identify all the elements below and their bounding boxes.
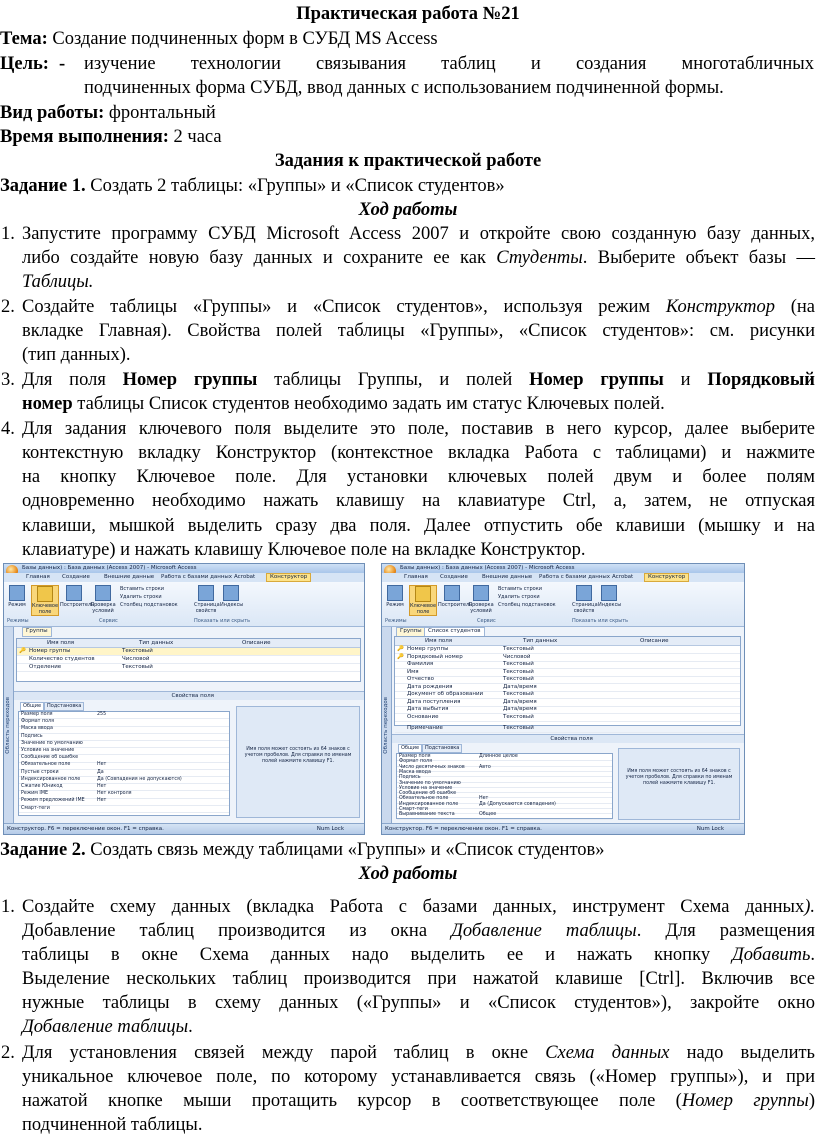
time-line [0, 125, 816, 149]
text-run: Создайте таблицы «Группы» и «Список студентов», используя режим [22, 297, 666, 317]
goal-text-1: изучение технологии связывания таблиц и создания многотабличных [84, 54, 814, 74]
text-run: . [188, 1017, 193, 1037]
step-text [22, 943, 815, 967]
property-value: Да (Допускаются совпадения) [479, 801, 556, 807]
column-header: Описание [242, 640, 271, 646]
indexes-button[interactable] [220, 585, 242, 608]
step-text: Запустите программу СУБД Microsoft Access 2007 и откройте свою созданную базу данных, [22, 224, 815, 244]
key-icon: 🔑 [397, 646, 404, 652]
data-type: Дата/время [503, 698, 537, 705]
column-header: Описание [640, 638, 669, 644]
button-label: Построитель [60, 602, 95, 608]
text-run: таблицы Список студентов необходимо задать им статус Ключевых полей. [72, 394, 665, 414]
check-icon [95, 585, 111, 601]
text-run-bold: номер [22, 394, 73, 414]
doc-tab-groups[interactable]: Группы [22, 627, 52, 637]
data-type: Текстовый [503, 668, 534, 675]
tab-design[interactable]: Конструктор [266, 573, 311, 582]
text-run-italic: Номер группы [681, 1091, 809, 1111]
step-text [22, 895, 815, 919]
group-label: Сервис [99, 618, 118, 624]
ribbon [4, 582, 364, 627]
field-name: Дата выбытия [407, 706, 449, 712]
tab-acrobat[interactable]: Acrobat [234, 574, 256, 580]
task1-label: Задание 1. [0, 176, 86, 196]
help-hint: Имя поля может состоять из 64 знаков с учетом пробелов. Для справки по именам полей нажмите клавишу F1. [618, 748, 740, 820]
field-name: Номер группы [29, 648, 71, 654]
tab-create[interactable]: Создание [62, 574, 90, 580]
property-name: Пустые строки [21, 769, 59, 775]
worktype-label: Вид работы: [0, 103, 105, 123]
step-text: нужные таблицы в схему данных («Группы» и «Список студентов»), закройте окно [22, 993, 815, 1013]
property-value: Нет [97, 762, 107, 768]
task2-label: Задание 2. [0, 840, 86, 860]
tab-home[interactable]: Главная [404, 574, 428, 580]
properties-title: Свойства поля [171, 693, 214, 699]
delete-rows-button[interactable]: Удалить строки [498, 594, 540, 600]
button-label: Индексы [220, 602, 244, 608]
step-text [22, 1015, 815, 1039]
step-text [22, 1041, 815, 1065]
properties-title: Свойства поля [550, 736, 593, 742]
worktype-value: фронтальный [108, 103, 216, 123]
field-name: Имя [407, 668, 419, 675]
primary-key-button[interactable] [409, 585, 437, 616]
task2-progress-heading: Ход работы [358, 864, 458, 884]
property-row[interactable] [397, 812, 612, 819]
text-run-bold: Порядковый [707, 370, 815, 390]
step-text: вкладке Главная). Свойства полей таблицы «Группы», «Список студентов»: см. рисунки [22, 321, 815, 341]
property-name: Обязательное поле [399, 796, 449, 802]
step-text [22, 368, 815, 392]
topic-line [0, 27, 816, 51]
step-text: на кнопку Ключевое поле. Для установки ключевых полей двум и более полям [22, 467, 815, 487]
step-text: (тип данных). [22, 345, 131, 365]
task1-text: Создать 2 таблицы: «Группы» и «Список студентов» [90, 176, 505, 196]
field-name: Документ об образовании [407, 691, 484, 697]
column-header: Тип данных [139, 640, 174, 646]
property-row[interactable] [19, 806, 229, 813]
data-type: Текстовый [503, 661, 534, 667]
key-icon [37, 586, 53, 602]
data-type: Дата/время [503, 683, 537, 690]
property-name: Размер поля [21, 712, 53, 717]
access-screenshot-students [381, 563, 745, 835]
column-header: Имя поля [47, 640, 75, 646]
data-type: Текстовый [503, 691, 534, 697]
key-icon: 🔑 [397, 653, 404, 660]
tab-general[interactable]: Общие [20, 702, 44, 711]
table-row[interactable] [395, 725, 740, 733]
num-lock-indicator: Num Lock [696, 826, 724, 832]
group-label: Показать или скрыть [572, 618, 629, 624]
task2-line [0, 838, 816, 862]
property-name: Смарт-теги [21, 805, 50, 811]
indexes-icon [601, 585, 617, 601]
table-row[interactable] [17, 656, 360, 664]
button-label: Построитель [438, 602, 473, 608]
property-sheet-button[interactable] [572, 585, 596, 614]
text-run: (на [774, 297, 815, 317]
tab-lookup[interactable]: Подстановка [422, 744, 462, 753]
indexes-button[interactable] [598, 585, 620, 608]
property-name: Формат поля [21, 719, 55, 725]
text-run-italic: ). [804, 897, 815, 917]
table-row[interactable] [17, 648, 360, 656]
page-title: Практическая работа №21 [296, 4, 520, 24]
topic-text: Создание подчиненных форм в СУБД MS Access [52, 29, 438, 49]
table-row-partial [395, 718, 740, 725]
button-label: Страница свойств [194, 602, 220, 614]
data-type: Дата/время [503, 706, 537, 712]
text-run: надо выделить [669, 1043, 815, 1063]
property-value: Общее [479, 812, 497, 818]
tab-general[interactable]: Общие [398, 744, 422, 753]
step-text: подчиненной таблицы. [22, 1115, 203, 1135]
field-name: Основание [407, 713, 439, 720]
button-label: Режим [386, 602, 404, 608]
test-rules-button[interactable] [90, 585, 116, 614]
text-run: таблицы Группы, и полей [257, 370, 530, 390]
text-run: и [663, 370, 708, 390]
ribbon-tabs [382, 573, 744, 582]
property-name: Подпись [21, 733, 43, 739]
field-properties-list [396, 753, 613, 819]
text-run-italic: Добавить [731, 945, 811, 965]
property-name: Индексированное поле [399, 801, 459, 807]
view-mode-button[interactable] [7, 585, 27, 608]
text-run: . [810, 945, 815, 965]
navigation-pane[interactable] [382, 627, 392, 824]
button-label: Проверка условий [90, 602, 116, 614]
property-sheet-icon [198, 585, 214, 601]
status-text: Конструктор. F6 = переключение окон. F1 = справка. [7, 826, 164, 832]
text-run: Добавление таблиц производится из окна [22, 921, 452, 941]
field-name: Номер группы [407, 646, 449, 652]
field-name: Примечание [407, 725, 443, 731]
tab-database-tools[interactable]: Работа с базами данных [539, 574, 611, 580]
field-name: Дата рождения [407, 683, 453, 690]
property-name: Маска ввода [21, 726, 53, 732]
step-number: 4. [1, 419, 15, 439]
property-name: Размер поля [399, 754, 431, 759]
step-text: клавиатуре) и нажать клавишу Ключевое поле на вкладке Конструктор. [22, 540, 586, 560]
doc-tab-groups[interactable]: Группы [396, 627, 426, 637]
nav-label: Область переходов [383, 697, 389, 754]
primary-key-button[interactable] [31, 585, 59, 616]
design-grid [16, 638, 361, 682]
goal-label: Цель: [0, 54, 49, 74]
check-icon [473, 585, 489, 601]
group-label: Сервис [477, 618, 496, 624]
step-number: 2. [1, 297, 15, 317]
worktype-line [0, 101, 816, 125]
step-text: клавиши, мышкой выделить сразу два поля. Далее отпустить обе клавиши (мышку и на [22, 516, 815, 536]
property-name: Выравнивание текста [399, 812, 455, 818]
step-text-italic: Таблицы. [22, 272, 94, 292]
property-value: Да (Совпадения не допускаются) [97, 776, 182, 782]
button-label: Ключевое поле [32, 603, 59, 615]
text-run-italic: Конструктор [665, 297, 775, 317]
builder-button[interactable] [60, 585, 95, 608]
property-value: Длинное целое [479, 754, 518, 759]
column-header: Тип данных [523, 638, 558, 644]
tab-acrobat[interactable]: Acrobat [612, 574, 634, 580]
step-text [22, 919, 815, 943]
text-run: . Выберите объект базы — [582, 248, 815, 268]
doc-tab-students[interactable]: Список студентов [424, 627, 485, 637]
data-type: Текстовый [503, 646, 534, 652]
tab-external-data[interactable]: Внешние данные [104, 574, 155, 580]
property-name: Индексированное поле [21, 776, 81, 782]
text-run: . Для размещения [636, 921, 815, 941]
step-text [22, 392, 815, 416]
property-value: Нет [97, 784, 107, 789]
task1-progress-heading: Ход работы [358, 200, 458, 220]
property-name: Значение по умолчанию [399, 780, 461, 786]
time-value: 2 часа [173, 127, 222, 147]
field-properties-bar [392, 734, 744, 743]
status-bar [4, 823, 364, 834]
builder-icon [66, 585, 82, 601]
field-name: Отделение [29, 664, 62, 670]
key-icon [415, 586, 431, 602]
help-hint: Имя поля может состоять из 64 знаков с учетом пробелов. Для справки по именам полей нажмите клавишу F1. [236, 706, 360, 818]
field-properties-list [18, 711, 230, 816]
navigation-pane[interactable] [4, 627, 14, 824]
test-rules-button[interactable] [468, 585, 494, 614]
field-name: Отчество [407, 676, 435, 682]
tab-home[interactable]: Главная [26, 574, 50, 580]
property-name: Значение по умолчанию [21, 740, 83, 746]
property-value: Нет контроля [97, 791, 132, 797]
data-type: Текстовый [122, 648, 153, 654]
button-label: Режим [8, 602, 26, 608]
grid-header [395, 637, 740, 646]
goal-dash: - [59, 54, 66, 74]
button-label: Проверка условий [468, 602, 494, 614]
text-run-italic: Добавление таблицы [22, 1017, 189, 1037]
property-name: Сообщение об ошибке [399, 791, 457, 797]
ribbon [382, 582, 744, 627]
task1-line [0, 174, 816, 198]
group-label: Режимы [385, 618, 407, 624]
property-name: Сообщение об ошибке [21, 755, 79, 761]
text-run: Создайте схему данных (вкладка Работа с базами данных, инструмент Схема данных [22, 897, 805, 917]
tab-design[interactable]: Конструктор [644, 573, 689, 582]
step-number: 1. [1, 897, 15, 917]
field-name: Порядковый номер [407, 653, 463, 660]
text-run-italic: Схема данных [545, 1043, 670, 1063]
column-header: Имя поля [425, 638, 453, 644]
text-run-bold: Номер группы [529, 370, 664, 390]
step-text [22, 1089, 815, 1113]
window-titlebar [382, 564, 744, 573]
property-name: Маска ввода [399, 769, 431, 775]
step-number: 1. [1, 224, 15, 244]
text-run: либо создайте новую базу данных и сохраните ее как [22, 248, 497, 268]
window-title: Базы данных) : База данных (Access 2007) - Microsoft Access [22, 565, 197, 571]
property-name: Режим предложений IME [21, 798, 85, 804]
ribbon-tabs [4, 573, 364, 582]
step-number: 2. [1, 1043, 15, 1063]
text-run: таблицы в окне Схема данных надо выделить ее и нажать кнопку [22, 945, 732, 965]
property-name: Сжатие Юникод [21, 784, 63, 789]
nav-label: Область переходов [5, 697, 11, 754]
goal-text-2: подчиненных форма СУБД, ввод данных с использованием подчиненной формы. [84, 78, 724, 98]
property-value: 255 [97, 712, 107, 717]
delete-rows-button[interactable]: Удалить строки [120, 594, 162, 600]
step-text: Для задания ключевого поля выделите это поле, поставив в него курсор, далее выберите [22, 419, 815, 439]
view-icon [387, 585, 403, 601]
step-text [22, 295, 815, 319]
field-name: Количество студентов [29, 656, 95, 662]
step-text [22, 246, 815, 270]
step-text: Выделение нескольких таблиц производится при нажатой клавише [Ctrl]. Включив все [22, 969, 815, 989]
key-icon: 🔑 [19, 648, 26, 654]
text-run-italic: Студенты [496, 248, 583, 268]
text-run-bold: Номер группы [122, 370, 258, 390]
property-name: Формат поля [399, 759, 433, 765]
property-value: Да [97, 769, 104, 775]
property-name: Условие на значение [399, 785, 453, 791]
text-run: Для поля [22, 370, 123, 390]
time-label: Время выполнения: [0, 127, 169, 147]
button-label: Страница свойств [572, 602, 598, 614]
field-name: Фамилия [407, 661, 434, 667]
property-value: Нет [97, 798, 107, 804]
status-text: Конструктор. F6 = переключение окон. F1 = справка. [385, 826, 542, 832]
tab-create[interactable]: Создание [440, 574, 468, 580]
group-label: Показать или скрыть [194, 618, 251, 624]
property-name: Обязательное поле [21, 762, 71, 768]
lookup-column-button[interactable]: Столбец подстановок [120, 602, 178, 608]
property-name: Смарт-теги [399, 807, 428, 812]
window-titlebar [4, 564, 364, 573]
data-type: Текстовый [503, 713, 534, 720]
view-mode-button[interactable] [385, 585, 405, 608]
group-label: Режимы [7, 618, 29, 624]
step-text: одновременно необходимо нажать клавишу на клавиатуре Ctrl, а, затем, не отпуская [22, 491, 815, 511]
text-run: нажатой кнопке мыши протащить курсор в соответствующее поле ( [22, 1091, 682, 1111]
data-type: Текстовый [503, 676, 534, 682]
num-lock-indicator: Num Lock [316, 826, 344, 832]
property-name: Число десятичных знаков [399, 764, 465, 770]
text-run: ) [808, 1091, 816, 1111]
button-label: Ключевое поле [410, 603, 437, 615]
tab-lookup[interactable]: Подстановка [44, 702, 84, 711]
status-bar [382, 823, 744, 834]
insert-rows-button[interactable]: Вставить строки [120, 586, 164, 592]
window-title: Базы данных) : База данных (Access 2007) - Microsoft Access [400, 565, 575, 571]
topic-label: Тема: [0, 29, 48, 49]
data-type: Текстовый [122, 664, 153, 670]
text-run-italic: Добавление таблицы [451, 921, 637, 941]
step-number: 3. [1, 370, 15, 390]
field-properties-bar [14, 691, 364, 700]
indexes-icon [223, 585, 239, 601]
property-sheet-button[interactable] [194, 585, 218, 614]
property-name: Режим IME [21, 791, 49, 797]
step-text: контекстную вкладку Конструктор (контекстное вкладка Работа с таблицами) и нажмите [22, 443, 815, 463]
view-icon [9, 585, 25, 601]
property-value: Нет [479, 796, 489, 802]
data-type: Текстовый [503, 725, 534, 731]
property-sheet-icon [576, 585, 592, 601]
tab-external-data[interactable]: Внешние данные [482, 574, 533, 580]
tasks-heading: Задания к практической работе [274, 151, 542, 171]
tab-database-tools[interactable]: Работа с базами данных [161, 574, 233, 580]
builder-icon [444, 585, 460, 601]
design-grid [394, 636, 741, 726]
step-text: уникальное ключевое поле, по которому устанавливается связь («Номер группы»), и при [22, 1067, 815, 1087]
task2-text: Создать связь между таблицами «Группы» и «Список студентов» [90, 840, 605, 860]
property-name: Подпись [399, 775, 421, 781]
data-type: Числовой [503, 653, 531, 660]
access-screenshot-groups [3, 563, 365, 835]
builder-button[interactable] [438, 585, 473, 608]
lookup-column-button[interactable]: Столбец подстановок [498, 602, 556, 608]
insert-rows-button[interactable]: Вставить строки [498, 586, 542, 592]
property-name: Условие на значение [21, 748, 75, 753]
grid-header [17, 639, 360, 648]
data-type: Числовой [122, 656, 150, 662]
property-value: Авто [479, 764, 491, 770]
field-name: Дата поступления [407, 698, 461, 705]
button-label: Индексы [598, 602, 622, 608]
text-run: Для установления связей между парой таблиц в окне [22, 1043, 546, 1063]
table-row[interactable] [17, 664, 360, 672]
